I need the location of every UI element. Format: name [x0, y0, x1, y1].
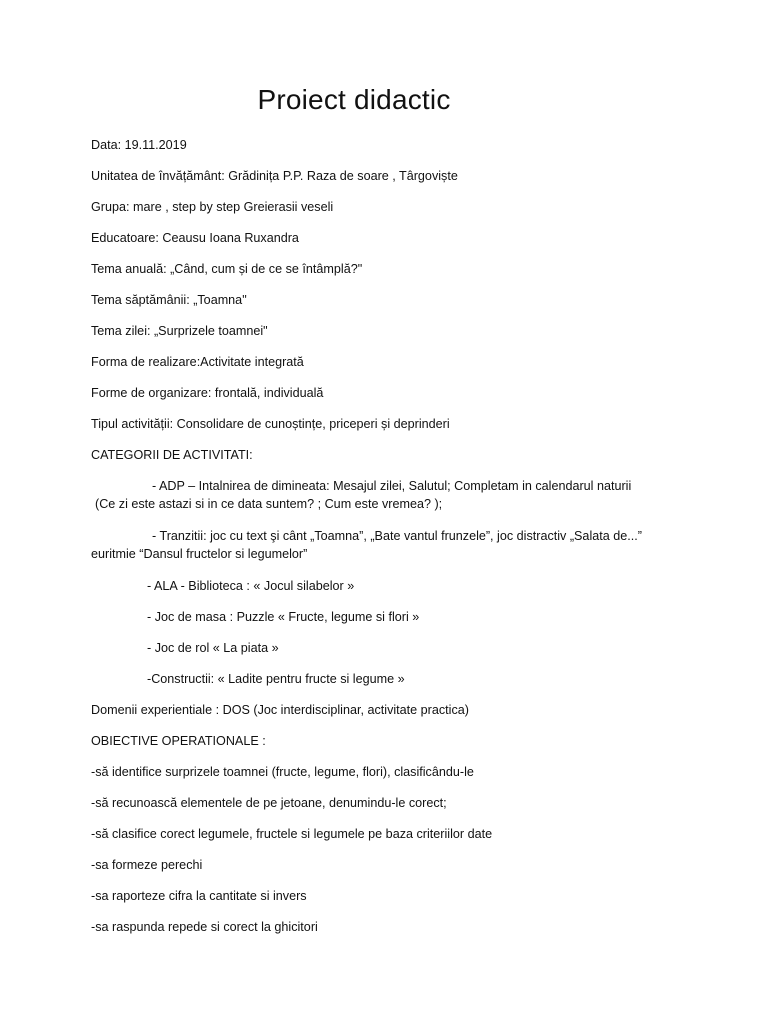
objective-item: -sa raspunda repede si corect la ghicitori [91, 920, 318, 934]
organization-forms-line: Forme de organizare: frontală, individuală [91, 386, 324, 400]
annual-theme-line: Tema anuală: „Când, cum și de ce se întâmplă?" [91, 262, 363, 276]
transitions-line-continued: euritmie “Dansul fructelor si legumelor” [91, 547, 308, 561]
objective-item: -sa formeze perechi [91, 858, 203, 872]
operational-objectives-heading: OBIECTIVE OPERATIONALE : [91, 734, 266, 748]
experiential-domains-line: Domenii experientiale : DOS (Joc interdisciplinar, activitate practica) [91, 703, 469, 717]
adp-line-continued: (Ce zi este astazi si in ce data suntem? ; Cum este vremea? ); [95, 497, 443, 511]
objective-item: -să clasifice corect legumele, fructele si legumele pe baza criteriilor date [91, 827, 493, 841]
transitions-line: - Tranzitii: joc cu text şi cânt „Toamna”, „Bate vantul frunzele”, joc distractiv „Salata de...” [152, 529, 642, 543]
role-play-line: - Joc de rol « La piata » [147, 641, 279, 655]
objective-item: -sa raporteze cifra la cantitate si invers [91, 889, 307, 903]
date-line: Data: 19.11.2019 [91, 138, 187, 152]
realization-form-line: Forma de realizare:Activitate integrată [91, 355, 304, 369]
ala-line: - ALA - Biblioteca : « Jocul silabelor » [147, 579, 355, 593]
school-unit-line: Unitatea de învățământ: Grădinița P.P. Raza de soare , Târgoviște [91, 169, 458, 183]
objective-item: -să recunoască elementele de pe jetoane, denumindu-le corect; [91, 796, 447, 810]
document-title: Proiect didactic [257, 84, 451, 115]
day-theme-line: Tema zilei: „Surprizele toamnei" [91, 324, 268, 338]
activity-categories-heading: CATEGORII DE ACTIVITATI: [91, 448, 253, 462]
constructions-line: -Constructii: « Ladite pentru fructe si legume » [147, 672, 405, 686]
group-line: Grupa: mare , step by step Greierasii veseli [91, 200, 334, 214]
objective-item: -să identifice surprizele toamnei (fructe, legume, flori), clasificându-le [91, 765, 474, 779]
activity-type-line: Tipul activității: Consolidare de cunoștințe, priceperi și deprinderi [91, 417, 450, 431]
table-game-line: - Joc de masa : Puzzle « Fructe, legume si flori » [147, 610, 420, 624]
educator-line: Educatoare: Ceausu Ioana Ruxandra [91, 231, 299, 245]
adp-line: - ADP – Intalnirea de dimineata: Mesajul zilei, Salutul; Completam in calendarul naturii [152, 479, 632, 493]
week-theme-line: Tema săptămânii: „Toamna" [91, 293, 247, 307]
